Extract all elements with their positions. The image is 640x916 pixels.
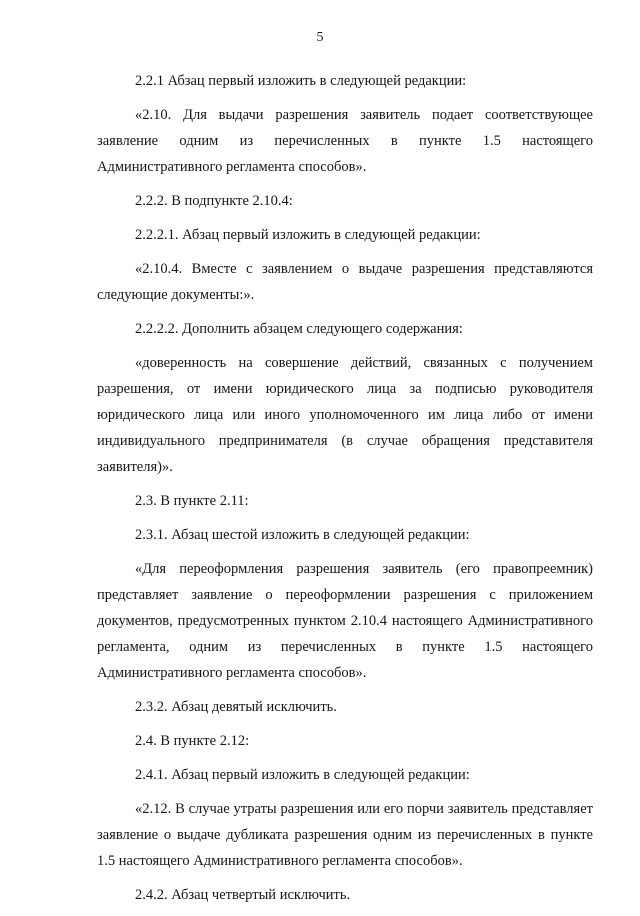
paragraph-2-2-2-1: 2.2.2.1. Абзац первый изложить в следующей редакции: [135, 227, 481, 243]
paragraph-2-3: 2.3. В пункте 2.11: [135, 493, 249, 509]
document-body [97, 68, 593, 916]
paragraph-2-2-2-2: 2.2.2.2. Дополнить абзацем следующего содержания: [135, 321, 463, 337]
paragraph-2-4-2: 2.4.2. Абзац четвертый исключить. [135, 887, 351, 903]
paragraph-2-12-quote: «2.12. В случае утраты разрешения или его порчи заявитель представляет заявление о выдаче дубликата разрешения одним из перечисленных в пункте 1.5 настоящего Административного регламента способов». [97, 801, 593, 869]
paragraph-2-3-2: 2.3.2. Абзац девятый исключить. [135, 699, 337, 715]
paragraph-2-10-4-quote: «2.10.4. Вместе с заявлением о выдаче разрешения представляются следующие документы:». [97, 261, 593, 303]
paragraph-2-2-2: 2.2.2. В подпункте 2.10.4: [135, 193, 293, 209]
page-number: 5 [316, 30, 324, 45]
paragraph-2-3-1: 2.3.1. Абзац шестой изложить в следующей редакции: [135, 527, 470, 543]
paragraph-reissue-quote: «Для переоформления разрешения заявитель (его правопреемник) представляет заявление о переоформлении разрешения с приложением документов, предусмотренных пунктом 2.10.4 настоящего Административного регламента, одним из перечисленных в пункте 1.5 настоящего Административного регламента способов». [97, 561, 593, 681]
paragraph-2-2-1: 2.2.1 Абзац первый изложить в следующей редакции: [135, 73, 467, 89]
paragraph-2-4: 2.4. В пункте 2.12: [135, 733, 250, 749]
paragraph-2-4-1: 2.4.1. Абзац первый изложить в следующей редакции: [135, 767, 470, 783]
paragraph-2-10-quote: «2.10. Для выдачи разрешения заявитель подает соответствующее заявление одним из перечисленных в пункте 1.5 настоящего Административного регламента способов». [97, 107, 593, 175]
paragraph-power-of-attorney-quote: «доверенность на совершение действий, связанных с получением разрешения, от имени юридического лица за подписью руководителя юридического лица или иного уполномоченного им лица либо от имени индивидуального предпринимателя (в случае обращения представителя заявителя)». [97, 355, 593, 475]
